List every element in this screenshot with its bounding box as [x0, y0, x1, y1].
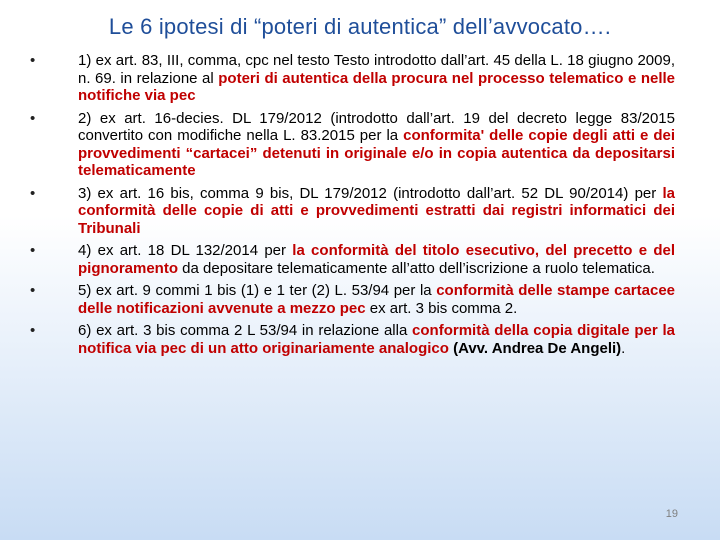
bullet-icon: • — [30, 109, 36, 127]
item-text: da depositare telematicamente all’atto dell’iscrizione a ruolo telematica. — [178, 259, 655, 277]
list-item — [30, 185, 675, 238]
item-highlight: conformita' delle copie degli atti e dei provvedimenti “cartacei” detenuti in originale e/o in copia autentica da depositarsi telematicamente — [78, 127, 676, 179]
bullet-icon: • — [30, 52, 36, 69]
item-text: . — [621, 339, 626, 357]
list-item — [30, 322, 675, 357]
item-highlight: la conformità del titolo esecutivo, del precetto e del pignoramento — [78, 242, 675, 277]
item-text: ex art. 3 bis comma 2. — [365, 299, 518, 317]
bullet-icon: • — [30, 322, 36, 339]
bullet-icon: • — [30, 184, 36, 202]
item-author: (Avv. Andrea De Angeli) — [448, 339, 622, 357]
hypotheses-list — [30, 52, 675, 362]
item-text: 4) ex art. 18 DL 132/2014 per — [78, 242, 293, 259]
item-text: 6) ex art. 3 bis comma 2 L 53/94 in relazione alla — [78, 322, 413, 339]
item-text: 2) ex art. 16-decies. DL 179/2012 (introdotto dall’art. 19 del decreto legge 83/2015 convertito con modifiche nella L. 83.2015 per la — [78, 109, 675, 144]
bullet-icon: • — [30, 242, 36, 259]
item-highlight: conformità delle stampe cartacee delle notificazioni avvenute a mezzo pec — [78, 282, 675, 317]
list-item — [30, 52, 675, 105]
list-item — [30, 282, 675, 317]
item-highlight: la conformità delle copie di atti e provvedimenti estratti dai registri informatici dei Tribunali — [78, 184, 675, 237]
item-highlight: poteri di autentica della procura nel processo telematico e nelle notifiche via pec — [78, 69, 675, 104]
page-number: 19 — [665, 508, 678, 520]
list-item — [30, 242, 675, 277]
item-text: 5) ex art. 9 commi 1 bis (1) e 1 ter (2) L. 53/94 per la — [78, 282, 437, 299]
list-item — [30, 110, 675, 180]
item-text: 1) ex art. 83, III, comma, cpc nel testo Testo introdotto dall’art. 45 della L. 18 giugno 2009, n. 69. in relazione al — [78, 52, 675, 87]
item-text: 3) ex art. 16 bis, comma 9 bis, DL 179/2012 (introdotto dall’art. 52 DL 90/2014) per — [78, 184, 663, 202]
slide-title: Le 6 ipotesi di “poteri di autentica” dell’avvocato…. — [108, 14, 612, 39]
item-highlight: conformità della copia digitale per la notifica via pec di un atto originariamente analogico — [78, 322, 675, 357]
bullet-icon: • — [30, 282, 36, 299]
